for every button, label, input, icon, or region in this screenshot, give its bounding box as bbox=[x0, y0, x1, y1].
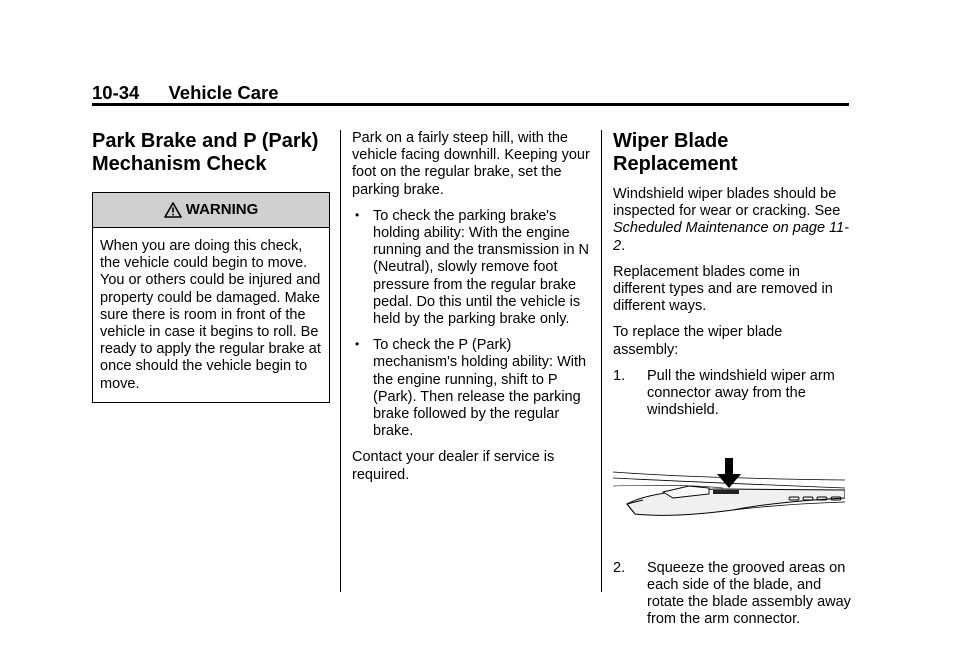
step-number: 1. bbox=[613, 367, 626, 384]
bullet-item bbox=[352, 208, 590, 328]
bullet-item bbox=[352, 337, 590, 440]
maintenance-link[interactable]: Scheduled Maintenance on page 11-2 bbox=[613, 220, 849, 254]
step-text: Pull the windshield wiper arm connector away from the windshield. bbox=[647, 367, 835, 419]
page-number: 10-34 bbox=[92, 82, 140, 103]
right-column bbox=[613, 130, 851, 637]
step-number: 2. bbox=[613, 559, 626, 576]
inspect-paragraph bbox=[613, 186, 851, 255]
warning-box bbox=[92, 192, 330, 403]
closing-paragraph: Contact your dealer if service is required. bbox=[352, 449, 555, 483]
warning-label: WARNING bbox=[185, 201, 259, 219]
heading-line-2: Mechanism Check bbox=[92, 153, 267, 175]
warning-triangle-icon bbox=[164, 202, 182, 218]
page-header bbox=[92, 82, 279, 104]
header-rule bbox=[92, 103, 849, 106]
column-divider-1 bbox=[340, 130, 341, 592]
inspect-text: Windshield wiper blades should be inspected for wear or cracking. See bbox=[613, 186, 841, 220]
column-divider-2 bbox=[601, 130, 602, 592]
left-column bbox=[92, 130, 332, 403]
section-title: Vehicle Care bbox=[168, 82, 279, 103]
middle-column bbox=[352, 130, 590, 493]
warning-header bbox=[93, 193, 329, 228]
bullet-icon: • bbox=[355, 207, 360, 222]
step-text: Squeeze the grooved areas on each side of the blade, and rotate the blade assembly away from the arm connector. bbox=[647, 559, 851, 628]
inspect-end: . bbox=[621, 237, 626, 254]
types-paragraph: Replacement blades come in different types and are removed in different ways. bbox=[613, 263, 833, 315]
wiper-blade-illustration bbox=[613, 458, 845, 526]
heading-line-1: Park Brake and P (Park) bbox=[92, 130, 319, 152]
bullet-text: To check the P (Park) mechanism's holding ability: With the engine running, shift to P (Park). Then release the parking brake followed by the regular brake. bbox=[373, 337, 587, 440]
wiper-heading: Wiper Blade Replacement bbox=[613, 130, 738, 175]
warning-text: When you are doing this check, the vehicle could begin to move. You or others could be injured and property could be damaged. Make sure there is room in front of the vehicle in case it begins to roll. Be ready to apply the regular brake at once should the vehicle begin to move. bbox=[100, 238, 321, 392]
bullet-text: To check the parking brake's holding ability: With the engine running and the transmission in N (Neutral), slowly remove foot pressure from the regular brake pedal. Do this until the vehicle is held by the parking brake only. bbox=[373, 207, 590, 328]
bullet-icon: • bbox=[355, 337, 360, 352]
park-brake-heading bbox=[92, 130, 332, 176]
intro-paragraph: Park on a fairly steep hill, with the vehicle facing downhill. Keeping your foot on the regular brake, set the parking brake. bbox=[352, 130, 590, 198]
step-item bbox=[613, 560, 851, 629]
step-item bbox=[613, 368, 851, 420]
replace-intro: To replace the wiper blade assembly: bbox=[613, 324, 783, 358]
